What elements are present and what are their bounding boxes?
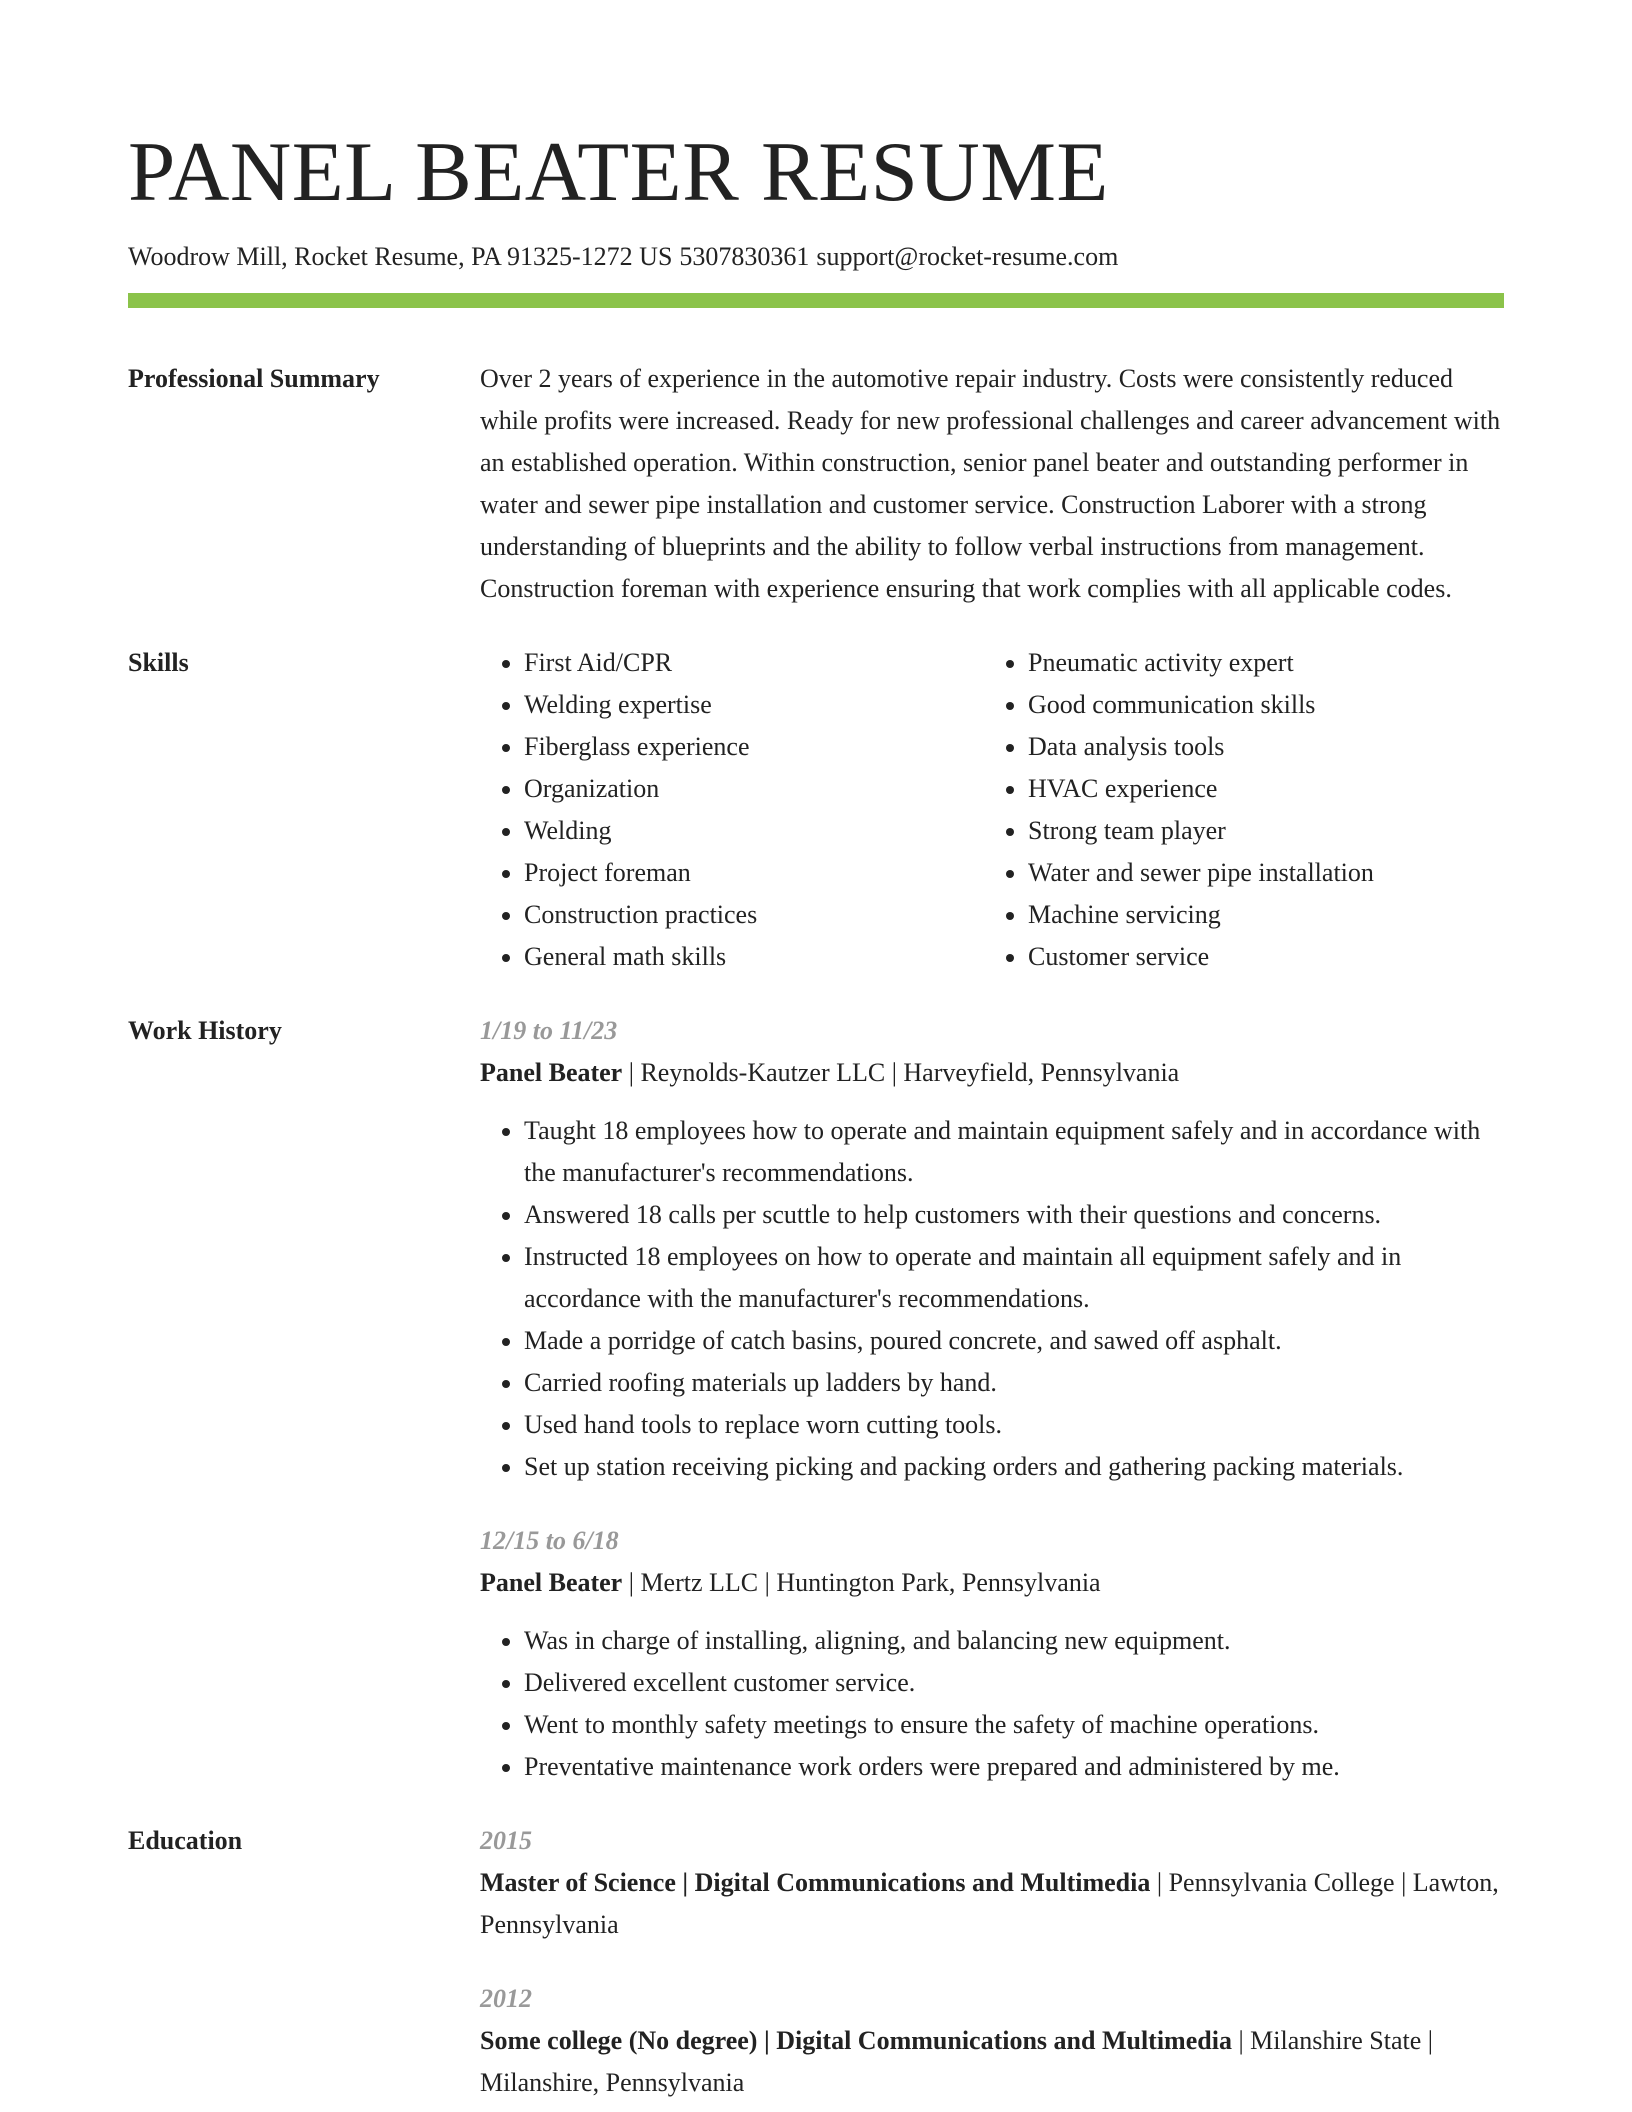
skill-item: • Strong team player bbox=[1028, 810, 1488, 852]
education-heading: Education bbox=[128, 1826, 243, 1855]
education-year: 2015 bbox=[480, 1826, 532, 1855]
job-bullets bbox=[480, 1620, 1504, 1788]
education-degree: Master of Science | Digital Communications and Multimedia bbox=[480, 1868, 1151, 1897]
summary-section bbox=[128, 358, 1504, 610]
job-bullet: • Set up station receiving picking and packing orders and gathering packing materials. bbox=[524, 1446, 1504, 1488]
job-entry bbox=[480, 1520, 1504, 1788]
job-details: | Mertz LLC | Huntington Park, Pennsylvania bbox=[622, 1568, 1101, 1597]
job-entry bbox=[480, 1010, 1504, 1488]
contact-phone: 5307830361 bbox=[679, 242, 810, 271]
education-details bbox=[480, 1862, 1504, 1946]
job-heading bbox=[480, 1562, 1504, 1604]
skill-item: • Good communication skills bbox=[1028, 684, 1488, 726]
skills-columns bbox=[480, 642, 1504, 978]
job-bullets bbox=[480, 1110, 1504, 1488]
skill-item: • Project foreman bbox=[524, 852, 984, 894]
work-history-heading: Work History bbox=[128, 1016, 282, 1045]
education-school: | Milanshire State | Milanshire, Pennsylvania bbox=[480, 2026, 1433, 2097]
job-dates: 1/19 to 11/23 bbox=[480, 1016, 618, 1045]
work-history-section bbox=[128, 1010, 1504, 1788]
header-divider bbox=[128, 293, 1504, 308]
education-year: 2012 bbox=[480, 1984, 532, 2013]
skills-list-left bbox=[480, 642, 984, 978]
skill-item: • General math skills bbox=[524, 936, 984, 978]
job-dates: 12/15 to 6/18 bbox=[480, 1526, 619, 1555]
skill-item: • Machine servicing bbox=[1028, 894, 1488, 936]
skill-item: • First Aid/CPR bbox=[524, 642, 984, 684]
contact-email: support@rocket-resume.com bbox=[816, 242, 1119, 271]
skill-item: • Organization bbox=[524, 768, 984, 810]
education-degree: Some college (No degree) | Digital Communications and Multimedia bbox=[480, 2026, 1232, 2055]
education-entry bbox=[480, 1978, 1504, 2104]
skill-item: • Construction practices bbox=[524, 894, 984, 936]
contact-line bbox=[128, 240, 1504, 274]
skill-item: • Water and sewer pipe installation bbox=[1028, 852, 1488, 894]
job-bullet: • Taught 18 employees how to operate and maintain equipment safely and in accordance with the manufacturer's recommendations. bbox=[524, 1110, 1504, 1194]
job-bullet: • Was in charge of installing, aligning, and balancing new equipment. bbox=[524, 1620, 1504, 1662]
skill-item: • Data analysis tools bbox=[1028, 726, 1488, 768]
education-entry bbox=[480, 1820, 1504, 1946]
skill-item: • Welding expertise bbox=[524, 684, 984, 726]
job-title: Panel Beater bbox=[480, 1568, 623, 1597]
skill-item: • HVAC experience bbox=[1028, 768, 1488, 810]
skill-item: • Customer service bbox=[1028, 936, 1488, 978]
skills-list-right bbox=[984, 642, 1488, 978]
education-school: | Pennsylvania College | Lawton, Pennsylvania bbox=[480, 1868, 1499, 1939]
education-section bbox=[128, 1820, 1504, 2104]
skill-item: • Welding bbox=[524, 810, 984, 852]
job-bullet: • Instructed 18 employees on how to operate and maintain all equipment safely and in accordance with the manufacturer's recommendations. bbox=[524, 1236, 1504, 1320]
skill-item: • Fiberglass experience bbox=[524, 726, 984, 768]
summary-heading: Professional Summary bbox=[128, 364, 380, 393]
education-details bbox=[480, 2020, 1504, 2104]
resume-title: PANEL BEATER RESUME bbox=[128, 125, 1109, 219]
skills-heading: Skills bbox=[128, 648, 189, 677]
job-title: Panel Beater bbox=[480, 1058, 623, 1087]
skill-item: • Pneumatic activity expert bbox=[1028, 642, 1488, 684]
job-bullet: • Used hand tools to replace worn cutting tools. bbox=[524, 1404, 1504, 1446]
job-bullet: • Went to monthly safety meetings to ensure the safety of machine operations. bbox=[524, 1704, 1504, 1746]
job-bullet: • Made a porridge of catch basins, poured concrete, and sawed off asphalt. bbox=[524, 1320, 1504, 1362]
job-heading bbox=[480, 1052, 1504, 1094]
skills-section bbox=[128, 642, 1504, 978]
resume-page bbox=[128, 0, 1504, 2104]
contact-address: Woodrow Mill, Rocket Resume, PA 91325-1272 US bbox=[128, 242, 673, 271]
job-bullet: • Preventative maintenance work orders were prepared and administered by me. bbox=[524, 1746, 1504, 1788]
job-bullet: • Delivered excellent customer service. bbox=[524, 1662, 1504, 1704]
job-details: | Reynolds-Kautzer LLC | Harveyfield, Pennsylvania bbox=[622, 1058, 1180, 1087]
summary-text: Over 2 years of experience in the automotive repair industry. Costs were consistently reduced while profits were increased. Ready for new professional challenges and career advancement with an established operation. Within construction, senior panel beater and outstanding performer in water and sewer pipe installation and customer service. Construction Laborer with a strong understanding of blueprints and the ability to follow verbal instructions from management. Construction foreman with experience ensuring that work complies with all applicable codes. bbox=[480, 364, 1501, 603]
job-bullet: • Answered 18 calls per scuttle to help customers with their questions and concerns. bbox=[524, 1194, 1504, 1236]
job-bullet: • Carried roofing materials up ladders by hand. bbox=[524, 1362, 1504, 1404]
